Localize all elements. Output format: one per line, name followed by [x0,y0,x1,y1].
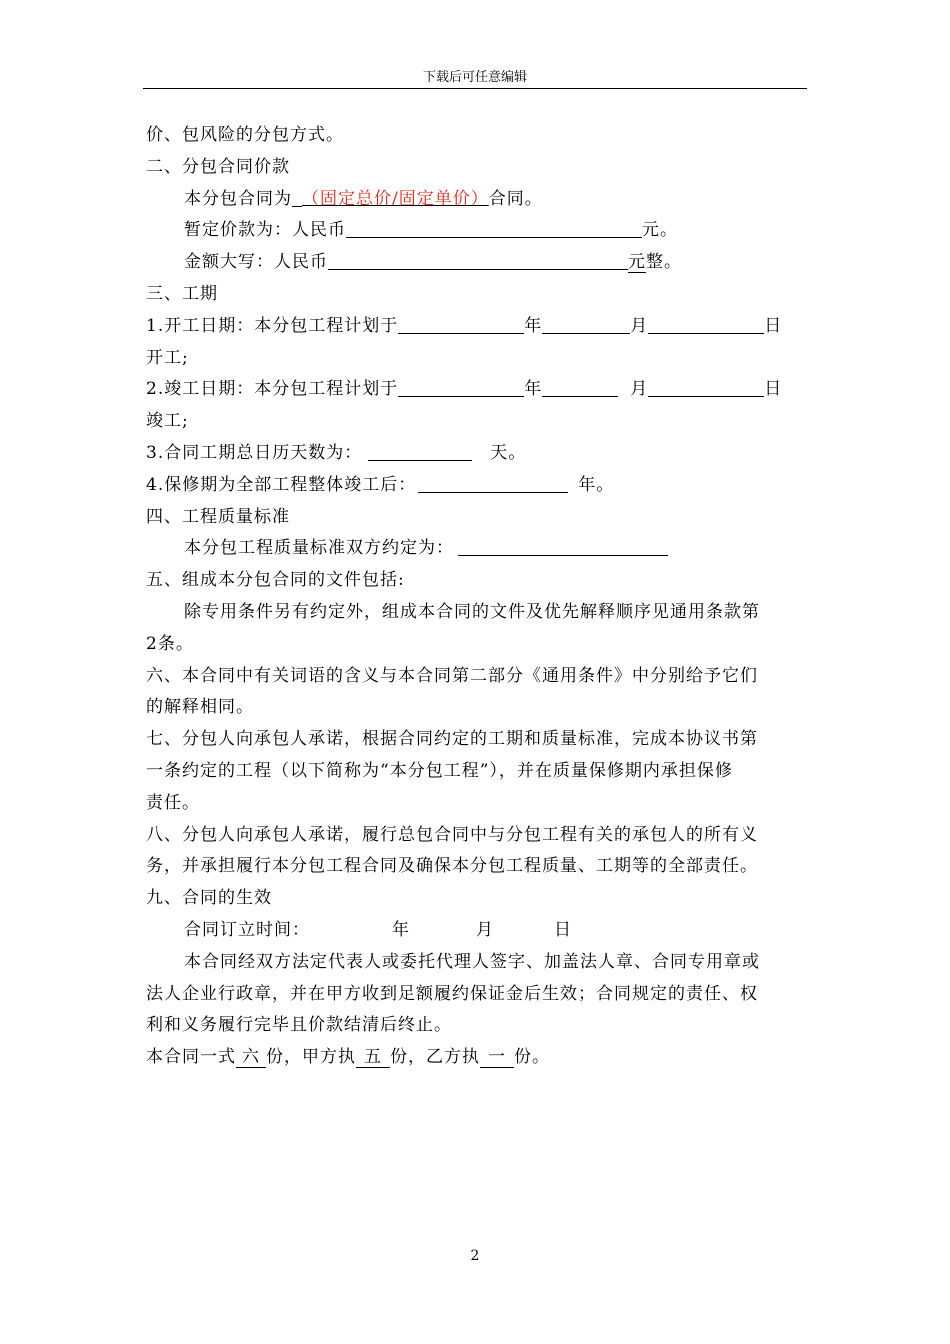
warranty-line: 4.保修期为全部工程整体竣工后： 年。 [146,470,806,502]
contract-type-option: （固定总价/固定单价） [302,188,489,209]
paragraph: 开工; [146,347,189,368]
section-heading: 三、工期 [146,283,218,304]
paragraph: 价、包风险的分包方式。 [146,125,344,145]
paragraph: 本合同经双方法定代表人或委托代理人签字、加盖法人章、合同专用章或 [184,951,760,972]
paragraph: 责任。 [146,792,200,813]
page-header: 下载后可任意编辑 [422,70,527,85]
blank-field [458,535,668,556]
paragraph: 八、分包人向承包人承诺，履行总包合同中与分包工程有关的承包人的所有义 [146,824,758,845]
signing-date-line: 合同订立时间： 年 月 日 [184,919,572,940]
blank-field [398,313,524,334]
blank-field [328,249,628,270]
blank-field [398,376,524,397]
section-heading: 五、组成本分包合同的文件包括: [146,570,405,591]
paragraph: 2条。 [146,633,194,654]
total-days-line: 3.合同工期总日历天数为： 天。 [146,438,806,470]
blank-field [648,313,764,334]
section-heading: 九、合同的生效 [146,888,272,909]
blank-field [368,440,472,461]
blank-field [346,217,642,238]
blank-field [292,186,302,207]
blank-field [542,376,618,397]
paragraph: 七、分包人向承包人承诺，根据合同约定的工期和质量标准，完成本协议书第 [146,729,758,750]
paragraph: 务，并承担履行本分包工程合同及确保本分包工程质量、工期等的全部责任。 [146,856,758,877]
copies-line: 本合同一式 六 份，甲方执 五 份，乙方执 一 份。 [146,1047,550,1068]
paragraph: 六、本合同中有关词语的含义与本合同第二部分《通用条件》中分别给予它们 [146,665,758,686]
paragraph: 一条约定的工程（以下简称为“本分包工程”），并在质量保修期内承担保修 [146,760,733,781]
header-rule [143,88,807,89]
amount-words-line: 金额大写：人民币 元整。 [146,247,806,279]
provisional-price-line: 暂定价款为：人民币 元。 [146,215,806,247]
quality-standard-line: 本分包工程质量标准双方约定为： [146,533,806,565]
paragraph: 除专用条件另有约定外，组成本合同的文件及优先解释顺序见通用条款第 [184,601,760,622]
contract-body [146,120,806,1074]
blank-field [542,313,630,334]
blank-field [418,472,568,493]
blank-field [648,376,764,397]
paragraph: 法人企业行政章，并在甲方收到足额履约保证金后生效；合同规定的责任、权 [146,983,758,1004]
section-heading: 二、分包合同价款 [146,156,290,177]
paragraph: 竣工; [146,411,189,432]
paragraph: 利和义务履行完毕且价款结清后终止。 [146,1015,452,1036]
section-heading: 四、工程质量标准 [146,506,290,527]
contract-type-line: 本分包合同为 （固定总价/固定单价）合同。 [146,184,806,216]
page-number: 2 [470,1248,480,1264]
start-date-line: 1.开工日期：本分包工程计划于 年 月 日 [146,311,806,343]
paragraph: 的解释相同。 [146,697,254,718]
completion-date-line: 2.竣工日期：本分包工程计划于 年 月 日 [146,374,806,406]
